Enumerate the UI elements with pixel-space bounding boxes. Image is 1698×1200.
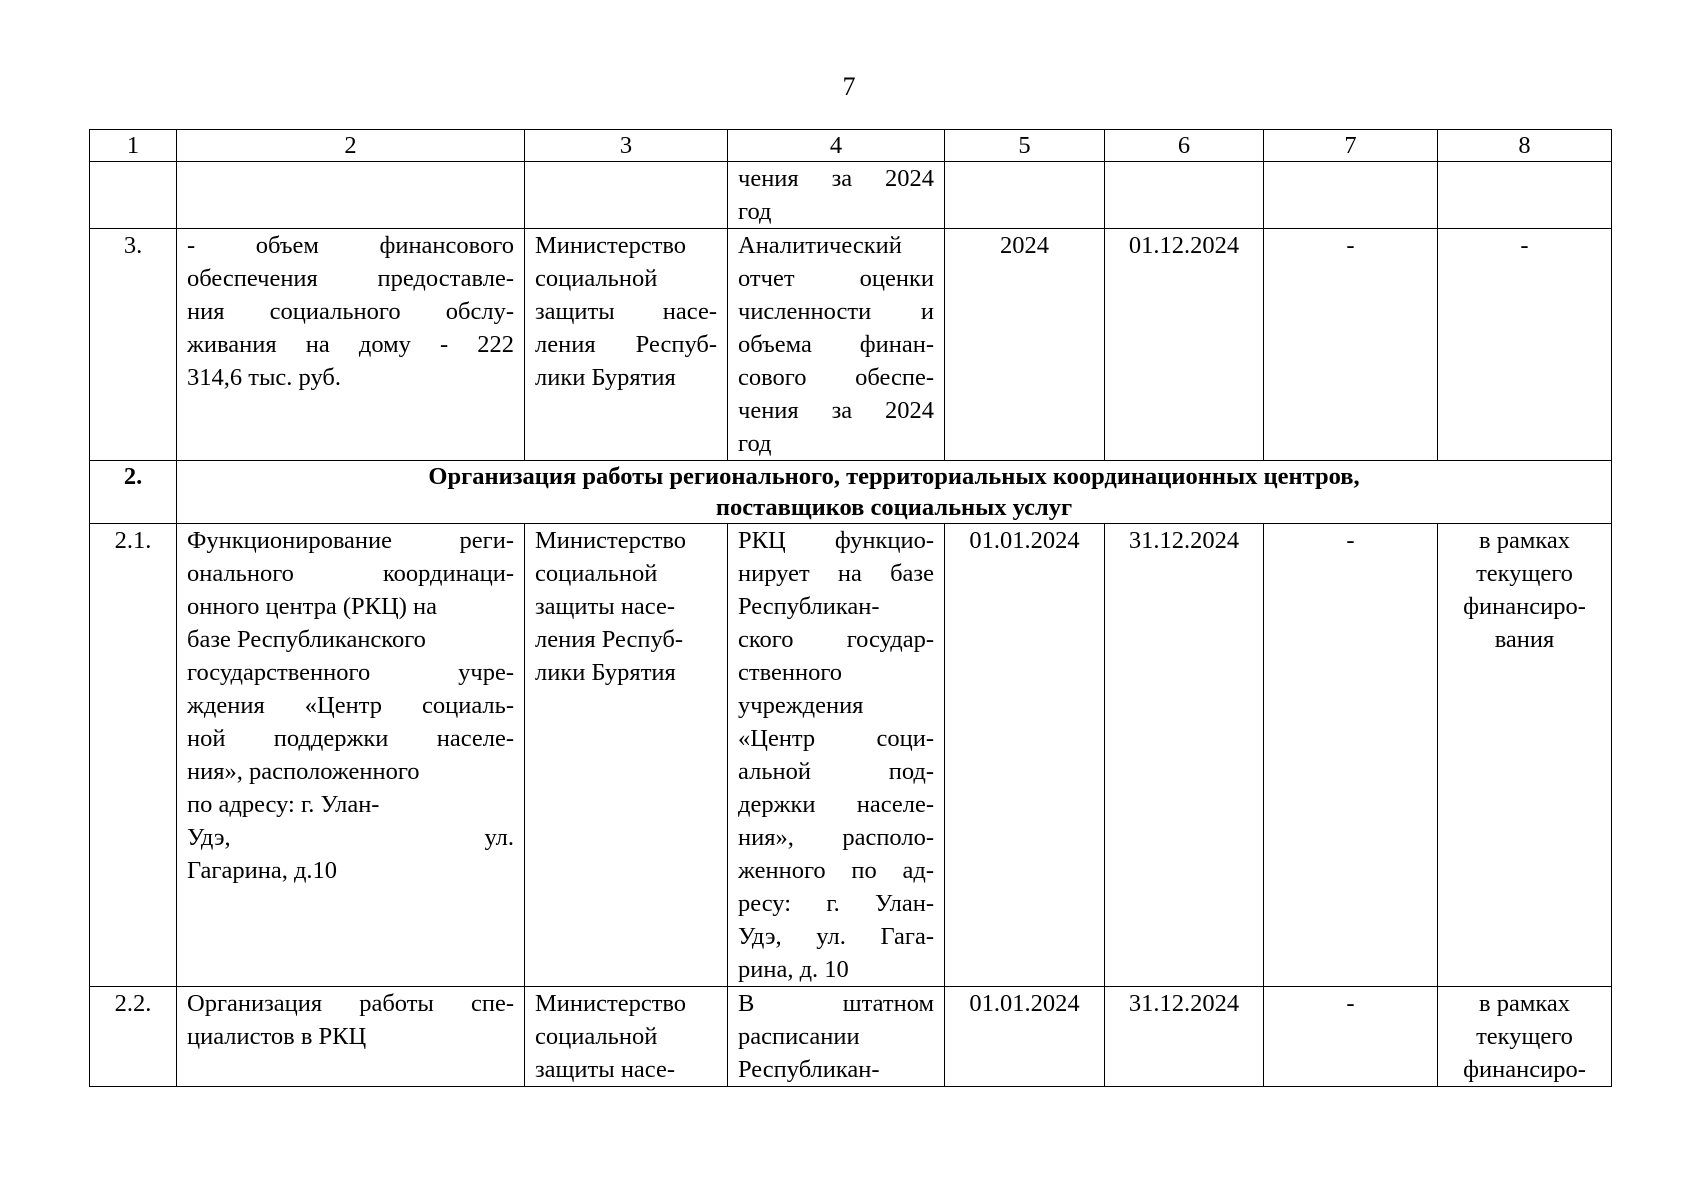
header-cell: 2 xyxy=(177,130,525,162)
page-number: 7 xyxy=(842,72,856,101)
header-cell: 5 xyxy=(945,130,1105,162)
cell-result: В штатном расписании Республикан- xyxy=(728,987,945,1087)
cell-funding: - xyxy=(1438,229,1612,461)
header-cell: 4 xyxy=(728,130,945,162)
cell-num xyxy=(90,162,177,229)
cell-start: 2024 xyxy=(945,229,1105,461)
table-row-continued xyxy=(90,162,1612,229)
header-cell: 3 xyxy=(525,130,728,162)
cell-line: год xyxy=(738,198,772,225)
cell-executor: Министерство социальной защиты насе- ления Респуб- лики Бурятия xyxy=(525,229,728,461)
cell-executor xyxy=(525,162,728,229)
section-number: 2. xyxy=(90,461,177,524)
cell-result: Аналитический отчет оценки численности и объема финан- сового обеспе- чения за 2024 год xyxy=(728,229,945,461)
plan-table xyxy=(89,129,1612,1087)
cell-end: 01.12.2024 xyxy=(1105,229,1264,461)
cell-measure: - объем финансового обеспечения предоставле- ния социального обслу- живания на дому - 222 314,6 тыс. руб. xyxy=(177,229,525,461)
section-row xyxy=(90,461,1612,524)
cell-col7: - xyxy=(1264,229,1438,461)
section-title: Организация работы регионального, территориальных координационных центров, поставщиков социальных услуг xyxy=(177,461,1612,524)
cell-num: 2.2. xyxy=(90,987,177,1087)
cell-start: 01.01.2024 xyxy=(945,524,1105,987)
cell-col7: - xyxy=(1264,524,1438,987)
cell-result: РКЦ функцио- нирует на базе Республикан- ского государ- ственного учреждения «Центр соци- альной под- держки населе- ния», располо- женного по ад- ресу: г. Улан- Удэ, ул. Гага- рина, д. 10 xyxy=(728,524,945,987)
cell-funding: в рамках текущего финансиро- вания xyxy=(1438,524,1612,987)
cell-line: чения за 2024 xyxy=(738,165,934,192)
cell-executor: Министерство социальной защиты насе- xyxy=(525,987,728,1087)
table-row-2-1 xyxy=(90,524,1612,987)
cell-measure: Функционирование реги- онального координаци- онного центра (РКЦ) на базе Республиканского государственного учре- ждения «Центр социаль- ной поддержки населе- ния», расположенного по адресу: г. Улан- Удэ, ул. Гагарина, д.10 xyxy=(177,524,525,987)
cell-funding: в рамках текущего финансиро- xyxy=(1438,987,1612,1087)
header-cell: 1 xyxy=(90,130,177,162)
header-cell: 7 xyxy=(1264,130,1438,162)
table-row-3 xyxy=(90,229,1612,461)
cell-end: 31.12.2024 xyxy=(1105,524,1264,987)
table-header-row xyxy=(90,130,1612,162)
header-cell: 8 xyxy=(1438,130,1612,162)
table-row-2-2 xyxy=(90,987,1612,1087)
cell-measure xyxy=(177,162,525,229)
header-cell: 6 xyxy=(1105,130,1264,162)
cell-num: 3. xyxy=(90,229,177,461)
cell-col7: - xyxy=(1264,987,1438,1087)
cell-executor: Министерство социальной защиты насе- ления Респуб- лики Бурятия xyxy=(525,524,728,987)
cell-start: 01.01.2024 xyxy=(945,987,1105,1087)
cell-measure: Организация работы спе- циалистов в РКЦ xyxy=(177,987,525,1087)
cell-result xyxy=(728,162,945,229)
cell-end: 31.12.2024 xyxy=(1105,987,1264,1087)
cell-num: 2.1. xyxy=(90,524,177,987)
